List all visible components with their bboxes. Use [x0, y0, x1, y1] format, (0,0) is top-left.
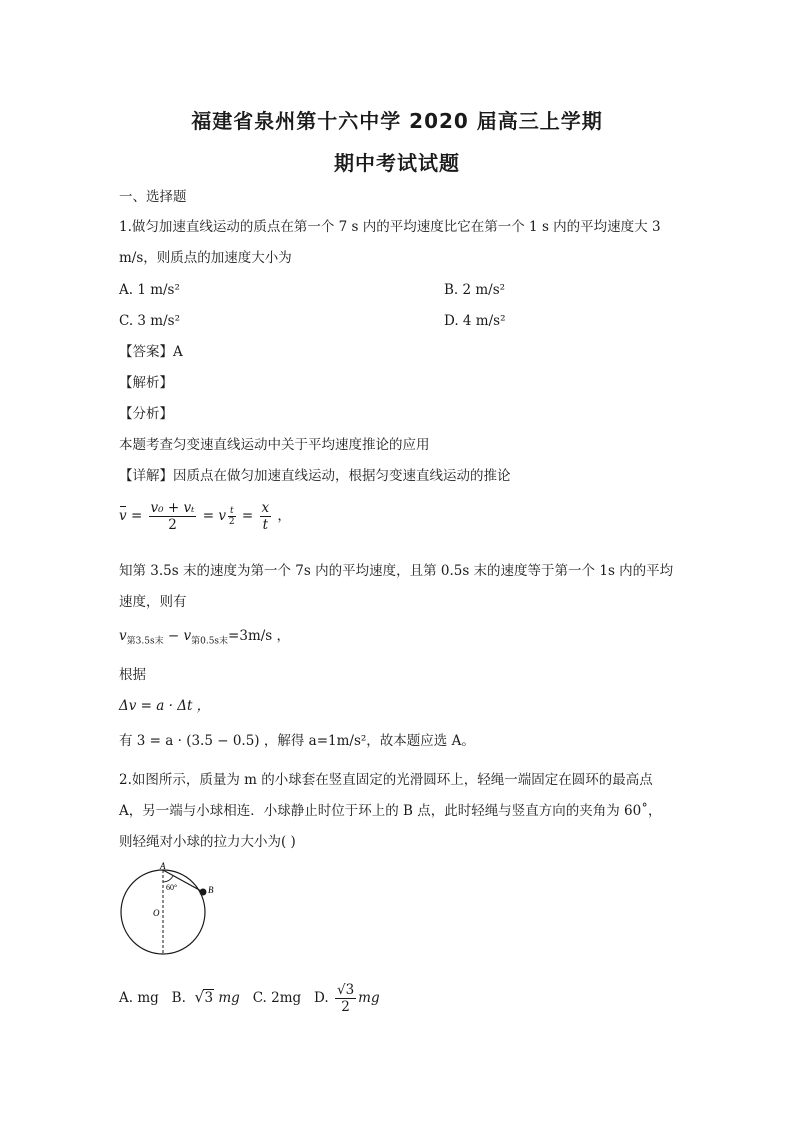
q2-options: A. mg B. √ 3 mg C. 2mg D. $\frac{√3}{2}$ mg — [119, 982, 380, 1015]
q1-detail: 【详解】因质点在做匀加速直线运动，根据匀变速直线运动的推论 — [119, 468, 511, 484]
ring-diagram — [115, 860, 225, 960]
q1-genju: 根据 — [119, 667, 146, 683]
q1-formula-average-velocity — [119, 500, 291, 533]
page-title: 福建省泉州第十六中学 2020 届高三上学期 — [191, 109, 603, 133]
q1-stem-line1: 1.做匀加速直线运动的质点在第一个 7 s 内的平均速度比它在第一个 1 s 内的平均速度大 3 — [119, 219, 661, 235]
fraction-sqrt3-over-2: $\frac{√3}{2}$ — [336, 982, 355, 1015]
q2-option-b-label: B. — [171, 990, 186, 1006]
q2-stem-line3: 则轻绳对小球的拉力大小为( ) — [119, 834, 296, 850]
sqrt-3: √ 3 — [194, 989, 214, 1007]
section-heading: 一、选择题 — [119, 189, 187, 205]
q1-fenxi-label: 【分析】 — [119, 406, 173, 422]
label-a: A — [160, 861, 166, 871]
ball — [200, 889, 207, 896]
q1-analysis-label: 【解析】 — [119, 375, 173, 391]
label-b: B — [208, 885, 214, 895]
q1-stem-line2: m/s，则质点的加速度大小为 — [119, 250, 292, 266]
formula-tail: ， — [277, 508, 291, 524]
q1-option-d: D. 4 m/s² — [444, 313, 506, 329]
page-subtitle: 期中考试试题 — [334, 151, 460, 175]
q1-formula-delta-v: Δv = a · Δt ， — [119, 698, 211, 714]
q1-final-answer: 有 3 = a · (3.5 − 0.5) ，解得 a=1m/s²，故本题应选 A。 — [119, 733, 475, 749]
fraction-x-over-t: $\frac{x}{t}$ — [261, 500, 270, 533]
q1-know-line2: 速度，则有 — [119, 594, 187, 610]
v-bar: v — [119, 508, 127, 524]
label-o: O — [153, 908, 160, 918]
q2-option-a: A. mg — [119, 990, 159, 1006]
q1-know-line1: 知第 3.5s 末的速度为第一个 7s 内的平均速度，且第 0.5s 末的速度等于第一个 1s 内的平均 — [119, 563, 674, 579]
v-half-t: = v — [202, 508, 226, 524]
q2-option-d-label: D. — [314, 990, 329, 1006]
q1-answer: 【答案】A — [119, 344, 183, 360]
q1-fenxi-text: 本题考查匀变速直线运动中关于平均速度推论的应用 — [119, 437, 430, 453]
q1-formula-velocity-difference: $v_{第3.5s末} - v_{第0.5s末}=3m/s$ ， — [119, 628, 291, 647]
fraction-denominator: 2 — [168, 517, 177, 533]
q1-option-a: A. 1 m/s² — [119, 282, 180, 298]
equals-sign: = — [130, 508, 143, 524]
q1-option-b: B. 2 m/s² — [444, 282, 506, 298]
q2-stem-line2: A，另一端与小球相连．小球静止时位于环上的 B 点，此时轻绳与竖直方向的夹角为 60˚， — [119, 803, 662, 819]
fraction-numerator: v₀ + vₜ — [150, 500, 195, 516]
subscript-t-over-2: $\frac{t}{2}$ — [228, 506, 235, 527]
angle-label: 60° — [166, 883, 178, 892]
angle-arc — [163, 876, 173, 882]
q1-option-c: C. 3 m/s² — [119, 313, 181, 329]
q2-option-c: C. 2mg — [252, 990, 302, 1006]
fraction-v0-vt — [149, 500, 197, 533]
equals-sign-2: = — [241, 508, 254, 524]
q2-stem-line1: 2.如图所示，质量为 m 的小球套在竖直固定的光滑圆环上，轻绳一端固定在圆环的最高点 — [119, 772, 653, 788]
